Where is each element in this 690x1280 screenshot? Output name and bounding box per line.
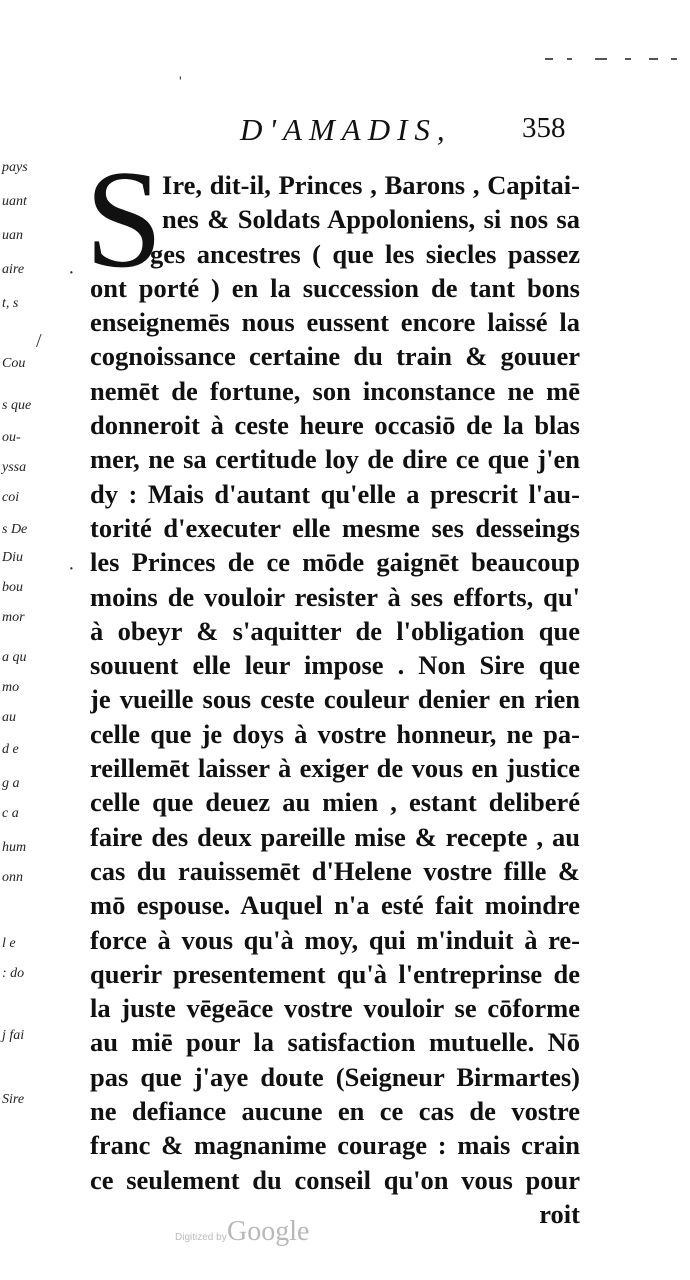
gutter-fragment: j fai (2, 1028, 25, 1043)
text-line: les Princes de ce mōde gaignēt beaucoup (90, 547, 580, 578)
text-line: moins de vouloir resister à ses efforts, qu' (90, 581, 580, 612)
gutter-fragment: mo (2, 680, 20, 695)
gutter-fragment: yssa (2, 460, 27, 475)
gutter-fragment: c a (2, 806, 19, 821)
page-number: 358 (522, 112, 566, 144)
gutter-fragment: t, s (2, 296, 19, 311)
text-line: torité d'executer elle mesme ses desseings (90, 512, 580, 543)
text-line: la juste vēgeāce vostre vouloir se cōforme (90, 993, 580, 1024)
catchword: roit (539, 1198, 580, 1229)
running-head: D'AMADIS, (240, 112, 452, 147)
gutter-fragment: s que (2, 398, 32, 413)
digitized-by-label: Digitized by (175, 1232, 227, 1243)
top-edge-marks (545, 58, 685, 68)
text-line: Ire, dit-il, Princes , Barons , Capitai- (162, 170, 580, 200)
margin-dot: · (68, 262, 75, 284)
text-line: mō espouse. Auquel n'a esté fait moindre (90, 890, 580, 921)
gutter-fragment: uant (2, 194, 27, 209)
gutter-fragment: ou- (2, 430, 21, 445)
text-line: celle que deuez au mien , estant deliberé (90, 787, 580, 818)
gutter-fragment: onn (2, 870, 23, 885)
gutter-fragment: l e (2, 936, 16, 951)
text-line: à obeyr & s'aquitter de l'obligation que (90, 615, 580, 646)
text-line: ne defiance aucune en ce cas de vostre (90, 1096, 580, 1127)
text-line: je vueille sous ceste couleur denier en rien (90, 684, 580, 715)
text-line: souuent elle leur impose . Non Sire que (90, 650, 580, 681)
gutter-fragment: Sire (2, 1092, 25, 1107)
stray-mark: ˌ (177, 58, 184, 80)
gutter-fragment: coi (2, 490, 20, 505)
gutter-fragment: s De (2, 522, 28, 537)
text-line: cognoissance certaine du train & gouuer (90, 341, 580, 372)
gutter-fragment: bou (2, 580, 23, 595)
gutter-fragment: : do (2, 966, 25, 981)
page-header (240, 112, 590, 152)
margin-dot: · (68, 558, 75, 580)
gutter-fragment: d e (2, 742, 19, 757)
body-text (90, 168, 580, 1231)
digitized-by-google-watermark (175, 1216, 375, 1256)
text-line: dy : Mais d'autant qu'elle a prescrit l'au- (90, 478, 580, 509)
text-line: ont porté ) en la succession de tant bons (90, 272, 580, 303)
text-line: faire des deux pareille mise & recepte , au (90, 821, 580, 852)
gutter-fragment: Cou (2, 356, 26, 371)
gutter-fragment: Diu (2, 550, 23, 565)
gutter-fragment: au (2, 710, 16, 725)
text-line: querir presentement qu'à l'entreprinse de (90, 958, 580, 989)
text-line: enseignemēs nous eussent encore laissé la (90, 307, 580, 338)
text-line: ges ancestres ( que les siecles passez (150, 238, 580, 269)
google-logo: Google (227, 1216, 310, 1247)
text-line: franc & magnanime courage : mais crain (90, 1130, 580, 1161)
text-line: nemēt de fortune, son inconstance ne mē (90, 375, 580, 406)
text-line: celle que je doys à vostre honneur, ne pa- (90, 718, 580, 749)
gutter-fragment: g a (2, 776, 20, 791)
gutter-fragment: mor (2, 610, 25, 625)
text-line: ce seulement du conseil qu'on vous pour (90, 1164, 580, 1195)
margin-tick: / (36, 330, 42, 352)
text-line: force à vous qu'à moy, qui m'induit à re- (90, 924, 580, 955)
text-line: nes & Soldats Appoloniens, si nos sa (162, 204, 580, 235)
drop-capital: S (85, 142, 163, 297)
gutter-fragment: hum (2, 840, 27, 855)
text-line: au miē pour la satisfaction mutuelle. Nō (90, 1027, 580, 1058)
text-line: mer, ne sa certitude loy de dire ce que j'en (90, 444, 580, 475)
text-line: donneroit à ceste heure occasiō de la blas (90, 410, 580, 441)
gutter-fragment: pays (2, 160, 28, 175)
facing-page-gutter (2, 160, 42, 1107)
gutter-fragment: uan (2, 228, 23, 243)
gutter-fragment: aire (2, 262, 25, 277)
gutter-fragment: a qu (2, 650, 27, 665)
text-line: reillemēt laisser à exiger de vous en justice (90, 753, 580, 784)
text-line: cas du rauissemēt d'Helene vostre fille & (90, 855, 580, 886)
text-line: pas que j'aye doute (Seigneur Birmartes) (90, 1061, 580, 1092)
